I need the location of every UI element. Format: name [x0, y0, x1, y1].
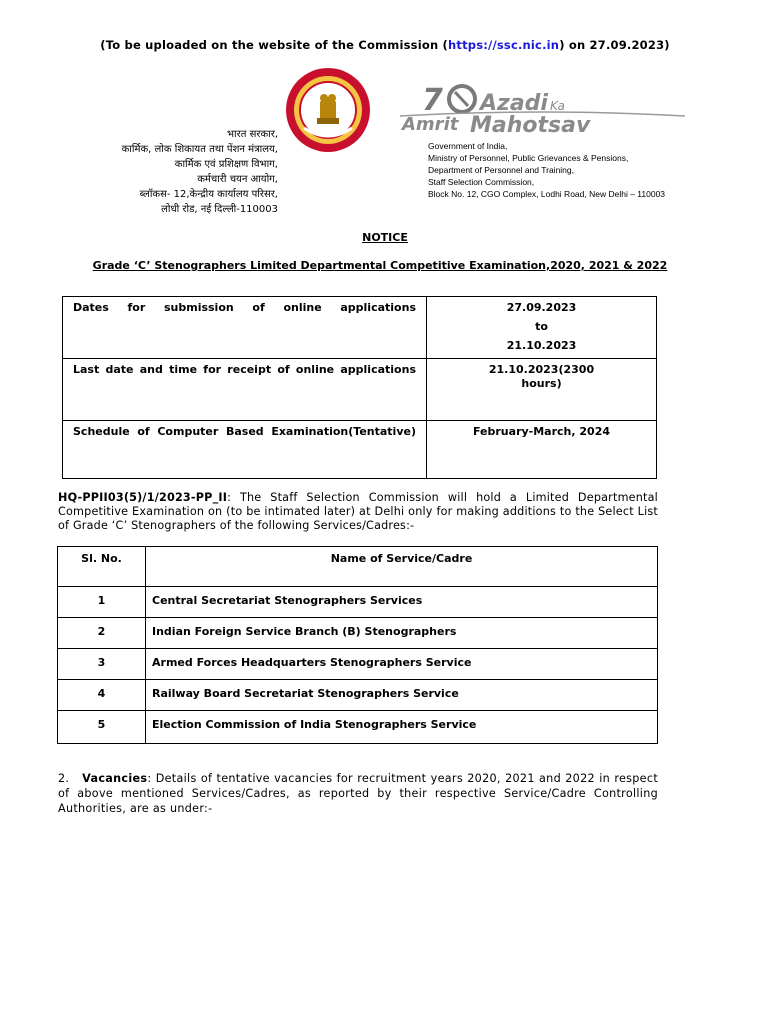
- dates-value-line: to: [535, 320, 548, 333]
- svg-text:7: 7: [422, 83, 443, 118]
- svg-text:Amrit: Amrit: [402, 114, 459, 135]
- dates-value: [427, 297, 657, 359]
- sl-no-header: Sl. No.: [58, 547, 146, 587]
- table-row: [58, 711, 658, 744]
- english-address-line: Block No. 12, CGO Complex, Lodhi Road, New Delhi – 110003: [428, 189, 666, 199]
- svg-text:Mahotsav: Mahotsav: [470, 113, 591, 136]
- reference-number: HQ-PPII03(5)/1/2023-PP_II: [58, 491, 228, 504]
- hindi-address-line: ब्लॉकस- 12,केन्द्रीय कार्यालय परिसर,: [139, 189, 278, 200]
- dates-value-line: 21.10.2023(2300: [488, 363, 595, 376]
- hindi-address-line: कर्मचारी चयन आयोग,: [197, 174, 278, 185]
- dates-label: Last date and time for receipt of online applications: [63, 359, 427, 421]
- service-name-cell: Central Secretariat Stenographers Services: [146, 587, 658, 618]
- dates-value-line: 21.10.2023: [506, 339, 577, 352]
- table-row: [58, 618, 658, 649]
- vacancies-paragraph: [58, 771, 658, 816]
- table-row: [58, 587, 658, 618]
- english-address-line: Government of India,: [428, 141, 508, 151]
- upload-note-suffix: ) on 27.09.2023): [559, 38, 670, 52]
- paragraph-number: 2.: [58, 772, 70, 785]
- dates-row: [63, 359, 657, 421]
- notice-subject: Grade ‘C’ Stenographers Limited Departmental Competitive Examination,2020, 2021 & 2022: [92, 259, 668, 272]
- dates-value: [427, 421, 657, 479]
- hindi-address-line: भारत सरकार,: [227, 129, 278, 140]
- english-address-line: Ministry of Personnel, Public Grievances & Pensions,: [428, 153, 629, 163]
- english-address-block: [428, 140, 665, 200]
- dates-row: [63, 421, 657, 479]
- dates-value-line: February-March, 2024: [472, 425, 610, 438]
- notice-title: NOTICE: [362, 231, 408, 244]
- vacancies-text: : Details of tentative vacancies for recruitment years 2020, 2021 and 2022 in respect of above mentioned Services/Cadres, as reported by their respective Service/Cadre Controlling Authorities, are as under:-: [58, 772, 659, 815]
- hindi-address-line: लोधी रोड, नई दिल्ली-110003: [161, 204, 278, 215]
- dates-row: [63, 297, 657, 359]
- amrit-mahotsav-graphic: [400, 80, 690, 136]
- intro-text: : The Staff Selection Commission will hold a Limited Departmental Competitive Examination on (to be intimated later) at Delhi only for making additions to the Select List of Grade ‘C’ Stenographers of the following Services/Cadres:-: [58, 491, 658, 532]
- service-name-cell: Indian Foreign Service Branch (B) Stenographers: [146, 618, 658, 649]
- table-row: [58, 680, 658, 711]
- table-row: [58, 649, 658, 680]
- service-name-cell: Election Commission of India Stenographers Service: [146, 711, 658, 744]
- sl-no-cell: 1: [58, 587, 146, 618]
- ssc-website-link[interactable]: https://ssc.nic.in: [448, 38, 560, 52]
- english-address-line: Staff Selection Commission,: [428, 177, 535, 187]
- dates-label: Dates for submission of online applications: [63, 297, 427, 359]
- intro-paragraph: [58, 491, 658, 533]
- sl-no-cell: 2: [58, 618, 146, 649]
- dates-table: [62, 296, 657, 479]
- hindi-address-line: कार्मिक, लोक शिकायत तथा पेंशन मंत्रालय,: [121, 144, 278, 155]
- sl-no-cell: 5: [58, 711, 146, 744]
- ssc-emblem-logo: [284, 66, 372, 154]
- service-name-header: Name of Service/Cadre: [146, 547, 658, 587]
- dates-label: Schedule of Computer Based Examination(Tentative): [63, 421, 427, 479]
- svg-text:Azadi: Azadi: [480, 91, 548, 116]
- hindi-address-line: कार्मिक एवं प्रशिक्षण विभाग,: [174, 159, 278, 170]
- dates-value: [427, 359, 657, 421]
- sl-no-cell: 4: [58, 680, 146, 711]
- svg-text:Ka: Ka: [550, 99, 565, 113]
- service-name-cell: Armed Forces Headquarters Stenographers Service: [146, 649, 658, 680]
- sl-no-cell: 3: [58, 649, 146, 680]
- upload-note: [0, 38, 770, 52]
- azadi-ka-amrit-mahotsav-logo: [400, 80, 690, 136]
- services-table: [57, 546, 658, 744]
- english-address-line: Department of Personnel and Training,: [428, 165, 575, 175]
- dates-value-line: 27.09.2023: [506, 301, 577, 314]
- upload-note-prefix: (To be uploaded on the website of the Commission (: [100, 38, 448, 52]
- hindi-address-block: [122, 127, 278, 217]
- vacancies-heading: Vacancies: [82, 772, 148, 785]
- table-header-row: [58, 547, 658, 587]
- dates-value-line: hours): [521, 377, 562, 390]
- service-name-cell: Railway Board Secretariat Stenographers Service: [146, 680, 658, 711]
